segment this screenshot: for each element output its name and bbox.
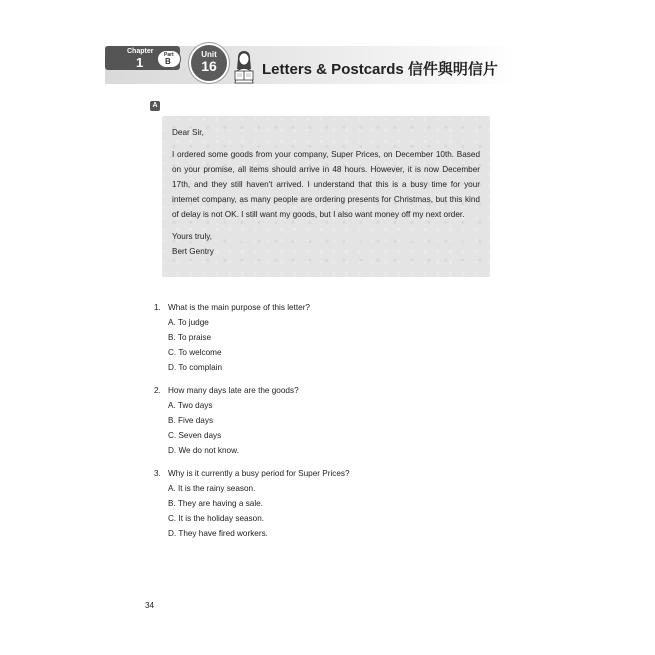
- question-text: Why is it currently a busy period for Super Prices?: [168, 469, 350, 478]
- option-b: B. To praise: [168, 333, 212, 342]
- option-a: A. To judge: [168, 318, 209, 327]
- unit-title: Letters & Postcards 信件與明信片: [262, 61, 498, 78]
- part-label: Part: [164, 52, 174, 58]
- chapter-number: 1: [136, 55, 144, 70]
- letter-body: I ordered some goods from your company, Super Prices, on December 10th. Based on your promise, all items should arrive in 48 hours. However, it is now December 17th, and they still haven't arrived. I understand that this is a busy time for your internet company, as many people are ordering presents for Christmas, but this kind of delay is not OK. I still want my goods, but I also want money off my next order.: [172, 150, 480, 219]
- unit-header: [105, 46, 517, 84]
- question-2: [154, 383, 504, 458]
- letter-signature: Bert Gentry: [172, 247, 214, 256]
- unit-label: Unit: [201, 50, 217, 59]
- unit-number: 16: [201, 58, 217, 74]
- option-d: D. To complain: [168, 363, 223, 372]
- part-badge: [157, 50, 181, 68]
- option-b: B. Five days: [168, 416, 214, 425]
- reading-girl-icon: [229, 49, 259, 85]
- letter-passage: [162, 116, 490, 277]
- question-3: [154, 466, 504, 541]
- question-text: How many days late are the goods?: [168, 386, 299, 395]
- chapter-label: Chapter: [127, 48, 154, 55]
- question-list: [154, 300, 504, 549]
- question-1: [154, 300, 504, 375]
- chapter-badge: [105, 46, 180, 70]
- option-d: D. They have fired workers.: [168, 529, 268, 538]
- question-number: 1.: [154, 303, 161, 312]
- question-number: 3.: [154, 469, 161, 478]
- page-number: 34: [145, 601, 155, 610]
- option-c: C. To welcome: [168, 348, 222, 357]
- option-a: A. Two days: [168, 401, 213, 410]
- unit-badge: [189, 43, 229, 83]
- option-d: D. We do not know.: [168, 446, 239, 455]
- option-b: B. They are having a sale.: [168, 499, 263, 508]
- part-letter: B: [165, 57, 171, 66]
- section-marker: A: [150, 101, 160, 111]
- option-c: C. Seven days: [168, 431, 222, 440]
- letter-salutation: Dear Sir,: [172, 128, 204, 137]
- option-a: A. It is the rainy season.: [168, 484, 256, 493]
- letter-closing: Yours truly,: [172, 232, 213, 241]
- question-text: What is the main purpose of this letter?: [168, 303, 310, 312]
- question-number: 2.: [154, 386, 161, 395]
- option-c: C. It is the holiday season.: [168, 514, 265, 523]
